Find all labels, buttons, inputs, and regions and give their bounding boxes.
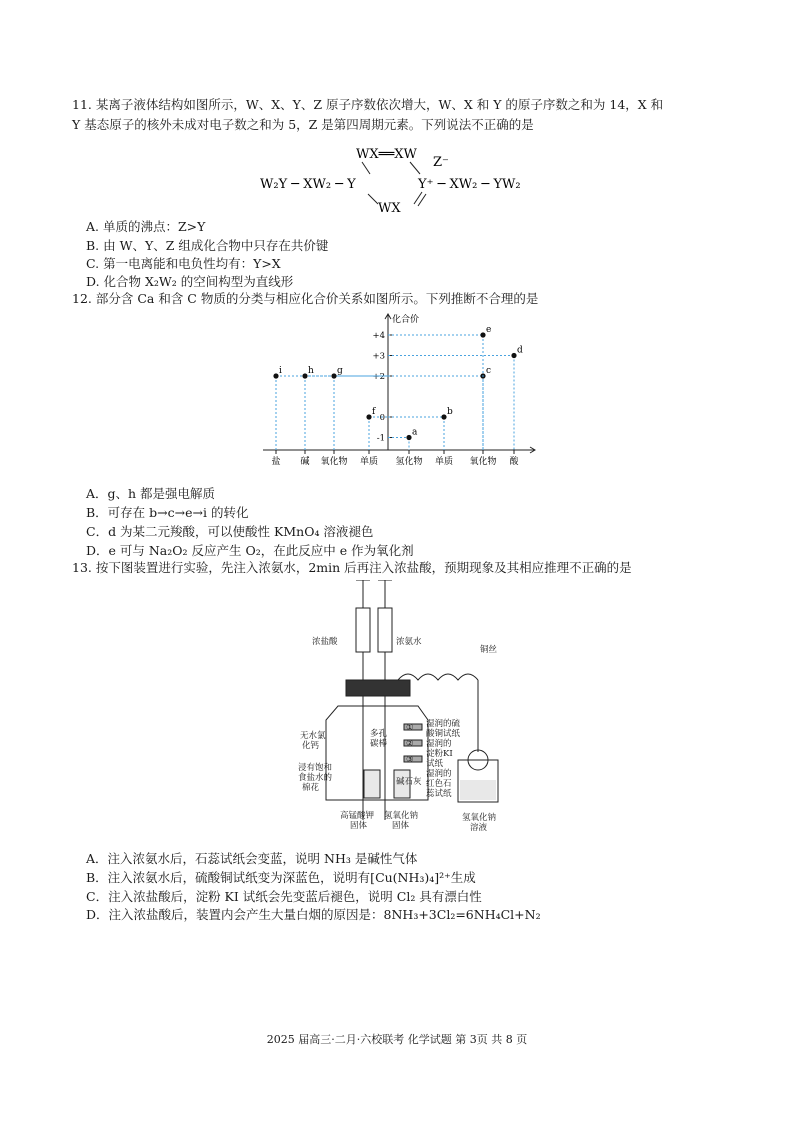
label-naoh-sol-1: 氢氧化钠 xyxy=(462,813,497,823)
structure-top: WX══XW xyxy=(356,147,417,162)
point-label-d: d xyxy=(517,345,523,356)
x-tick-label: 氧化物 xyxy=(320,457,348,467)
q13-option-d: D．注入浓盐酸后，装置内会产生大量白烟的原因是：8NH₃+3Cl₂=6NH₄Cl+N₂ xyxy=(86,907,541,922)
q12-valence-chart xyxy=(255,310,545,470)
x-tick-label: 单质 xyxy=(434,457,454,467)
point-f xyxy=(366,414,371,419)
label-circle-3: ③ xyxy=(406,755,414,765)
y-axis-label: 化合价 xyxy=(392,315,420,325)
label-cacl2-2: 化钙 xyxy=(302,741,320,751)
label-naoh-1: 氢氧化钠 xyxy=(384,811,419,821)
q11-structure-diagram xyxy=(250,140,550,218)
label-cotton-2: 食盐水的 xyxy=(298,773,333,783)
structure-bottom: WX xyxy=(378,201,401,216)
point-label-g: g xyxy=(337,366,343,376)
label-cotton-3: 棉花 xyxy=(302,783,320,793)
label-kmno4-2: 固体 xyxy=(350,821,368,831)
q13-option-b: B．注入浓氨水后，硫酸铜试纸变为深蓝色，说明有[Cu(NH₃)₄]²⁺生成 xyxy=(86,870,476,885)
x-tick-label: 酸 xyxy=(509,457,519,467)
q11-option-d: D. 化合物 X₂W₂ 的空间构型为直线形 xyxy=(86,274,294,289)
q12-option-d: D．e 可与 Na₂O₂ 反应产生 O₂，在此反应中 e 作为氧化剂 xyxy=(86,543,414,558)
label-kmno4-1: 高锰酸钾 xyxy=(340,811,375,821)
label-naoh-sol-2: 溶液 xyxy=(470,823,488,833)
point-label-b: b xyxy=(447,407,453,417)
y-tick-label: +2 xyxy=(372,372,385,382)
q11-option-a: A. 单质的沸点：Z>Y xyxy=(86,219,206,234)
q12-stem: 12. 部分含 Ca 和含 C 物质的分类与相应化合价关系如图所示。下列推断不合理的是 xyxy=(72,291,539,306)
point-b xyxy=(441,414,446,419)
label-carbon-1: 多孔 xyxy=(370,729,388,739)
label-paper2-1: 湿润的 xyxy=(426,739,452,749)
y-tick-label: +4 xyxy=(372,331,385,341)
q13-apparatus-diagram xyxy=(298,580,528,834)
point-i xyxy=(273,373,278,378)
point-e xyxy=(480,332,485,337)
label-paper2-2: 淀粉KI xyxy=(426,749,453,759)
x-tick-label: 盐 xyxy=(271,457,281,467)
q13-option-c: C．注入浓盐酸后，淀粉 KI 试纸会先变蓝后褪色，说明 Cl₂ 具有漂白性 xyxy=(86,889,482,904)
point-label-f: f xyxy=(372,407,376,417)
structure-right-chain: Y⁺ ─ XW₂ ─ YW₂ xyxy=(418,177,521,192)
label-limestone: 碱石灰 xyxy=(396,777,422,787)
point-label-i: i xyxy=(279,366,282,376)
label-paper1-2: 酸铜试纸 xyxy=(426,729,461,739)
point-d xyxy=(511,353,516,358)
label-paper3-1: 湿润的 xyxy=(426,769,452,779)
q12-option-b: B．可存在 b→c→e→i 的转化 xyxy=(86,505,249,520)
label-nh3: 浓氨水 xyxy=(396,637,422,647)
label-cacl2-1: 无水氯 xyxy=(300,731,326,741)
structure-left-chain: W₂Y ─ XW₂ ─ Y xyxy=(260,177,356,192)
q12-option-a: A．g、h 都是强电解质 xyxy=(86,486,216,501)
q13-option-a: A．注入浓氨水后，石蕊试纸会变蓝，说明 NH₃ 是碱性气体 xyxy=(86,851,418,866)
q11-option-c: C. 第一电离能和电负性均有：Y>X xyxy=(86,256,281,271)
label-carbon-2: 碳棒 xyxy=(370,739,388,749)
label-hcl: 浓盐酸 xyxy=(312,637,338,647)
label-cotton-1: 浸有饱和 xyxy=(298,763,333,773)
q13-stem: 13. 按下图装置进行实验，先注入浓氨水，2min 后再注入浓盐酸，预期现象及其相应推理不正确的是 xyxy=(72,560,632,575)
q11-stem-line-1: 11. 某离子液体结构如图所示，W、X、Y、Z 原子序数依次增大，W、X 和 Y 的原子序数之和为 14，X 和 xyxy=(72,97,664,112)
label-paper3-2: 红色石 xyxy=(426,779,452,789)
point-label-a: a xyxy=(412,427,418,438)
point-h xyxy=(302,373,307,378)
label-circle-1: ① xyxy=(406,723,414,733)
label-paper3-3: 蕊试纸 xyxy=(426,789,452,799)
y-tick-label: +3 xyxy=(372,351,385,362)
point-label-e: e xyxy=(486,325,492,335)
q11-stem-line-2: Y 基态原子的核外未成对电子数之和为 5，Z 是第四周期元素。下列说法不正确的是 xyxy=(72,117,534,132)
point-g xyxy=(331,373,336,378)
y-tick-label: 0 xyxy=(379,413,385,423)
structure-anion: Z⁻ xyxy=(433,155,449,170)
label-cu: 铜丝 xyxy=(480,645,498,655)
label-circle-2: ② xyxy=(406,739,414,749)
x-tick-label: 碱 xyxy=(300,457,310,467)
y-tick-label: -1 xyxy=(376,433,385,444)
point-a xyxy=(406,435,411,440)
x-tick-label: 氢化物 xyxy=(395,457,423,467)
label-paper2-3: 试纸 xyxy=(426,759,444,769)
page-footer: 2025 届高三·二月·六校联考 化学试题 第 3页 共 8 页 xyxy=(266,1033,528,1046)
label-naoh-2: 固体 xyxy=(392,821,410,831)
label-paper1-1: 湿润的硫 xyxy=(426,719,461,729)
x-tick-label: 单质 xyxy=(359,457,379,467)
x-tick-label: 氧化物 xyxy=(469,457,497,467)
q11-option-b: B. 由 W、Y、Z 组成化合物中只存在共价键 xyxy=(86,238,329,253)
q12-option-c: C．d 为某二元羧酸，可以使酸性 KMnO₄ 溶液褪色 xyxy=(86,524,374,539)
point-label-h: h xyxy=(308,366,314,376)
point-label-c: c xyxy=(486,366,492,376)
